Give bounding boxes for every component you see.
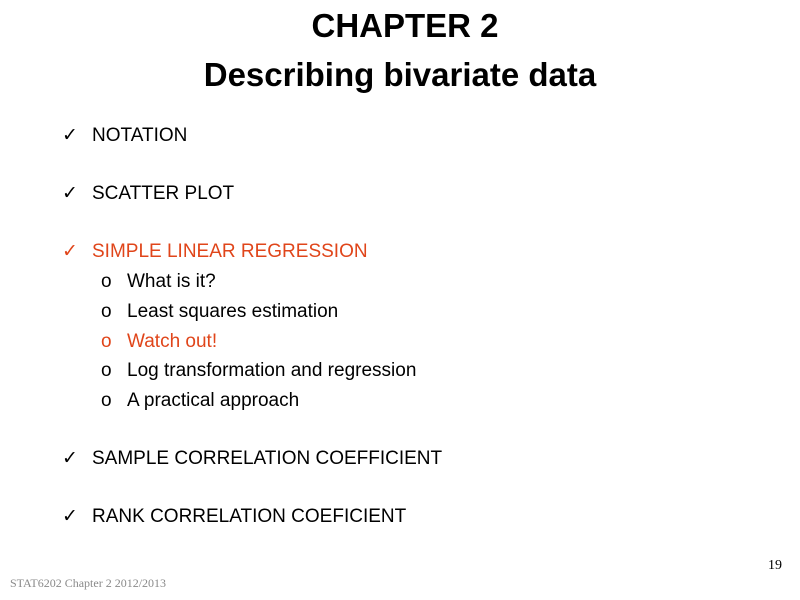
page-number: 19 (768, 558, 782, 573)
bullet-label: RANK CORRELATION COEFICIENT (92, 506, 407, 527)
bullet-label: NOTATION (92, 125, 188, 146)
sub-item-label: Log transformation and regression (127, 360, 417, 381)
bullet-label: SAMPLE CORRELATION COEFFICIENT (92, 448, 443, 469)
circle-bullet-icon: o (101, 301, 112, 322)
checkmark-icon: ✓ (62, 183, 78, 204)
checkmark-icon: ✓ (62, 506, 78, 527)
sub-item-label: A practical approach (127, 390, 300, 411)
sub-item-label: What is it? (127, 271, 216, 292)
bullet-label: SCATTER PLOT (92, 183, 235, 204)
slide-footer: STAT6202 Chapter 2 2012/2013 (10, 576, 167, 590)
sub-item-label: Least squares estimation (127, 301, 339, 322)
circle-bullet-icon: o (101, 331, 112, 352)
sub-item-label: Watch out! (127, 331, 218, 352)
circle-bullet-icon: o (101, 271, 112, 292)
checkmark-icon: ✓ (62, 448, 78, 469)
bullet-label: SIMPLE LINEAR REGRESSION (92, 241, 368, 262)
checkmark-icon: ✓ (62, 241, 78, 262)
circle-bullet-icon: o (101, 360, 112, 381)
circle-bullet-icon: o (101, 390, 112, 411)
slide-title-topic: Describing bivariate data (203, 56, 597, 93)
checkmark-icon: ✓ (62, 125, 78, 146)
slide-title-chapter: CHAPTER 2 (311, 7, 499, 44)
